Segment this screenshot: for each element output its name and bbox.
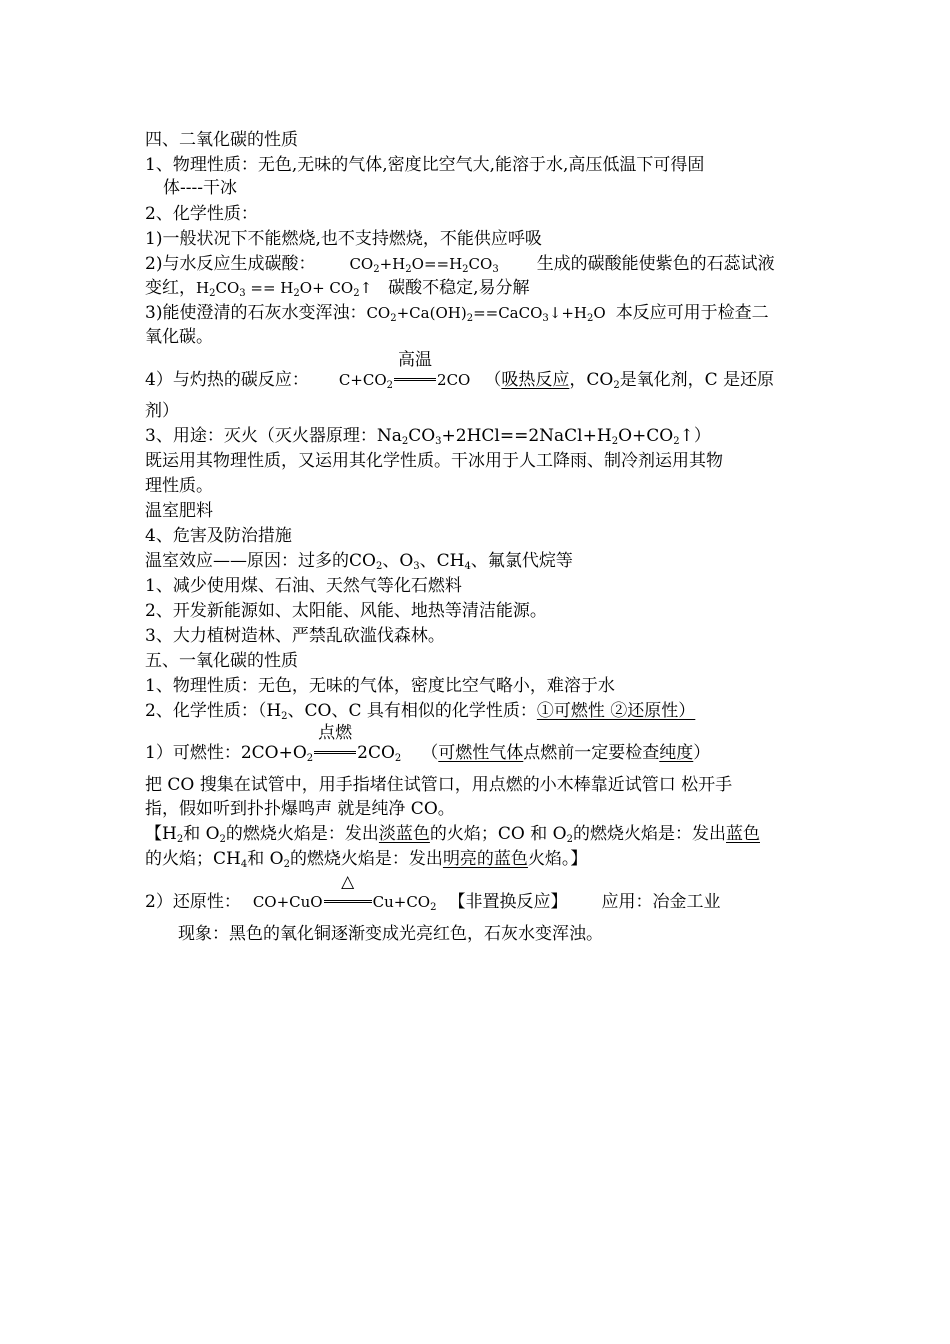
co2-greenhouse-line: 温室效应——原因：过多的$CO_2$、$O_3$、$CH_4$、氟氯代烷等 (145, 551, 573, 572)
co2-measure-3: 3、大力植树造林、严禁乱砍滥伐森林。 (145, 626, 445, 646)
equation-carbon-reaction: $C+CO_2$ 高温 2CO (338, 350, 471, 391)
text: 生成的碳酸能使紫色的石蕊试液 (536, 254, 775, 274)
underlined-blue: 蓝色 (726, 824, 760, 844)
co2-uses-line4: 温室肥料 (145, 501, 213, 521)
co-reduction-line: 2）还原性： CO+CuO △ $Cu+CO_2$ 【非置换反应】 应用：冶金工业 (145, 872, 721, 913)
co2-physical-line2: 体----干冰 (163, 178, 237, 198)
co2-measure-1: 1、减少使用煤、石油、天然气等化石燃料 (145, 576, 462, 596)
co2-chem-item3-line1: 3)能使澄清的石灰水变浑浊：$CO_2+Ca(OH)_2==CaCO_3↓+H_2O$ 本反应可用于检查二 (145, 303, 769, 324)
flame-colors-line1: 【$H_2$和 $O_2$的燃烧火焰是：发出淡蓝色的火焰；CO 和 $O_2$的燃烧火焰是：发出蓝色 (145, 824, 760, 845)
co2-physical-line1: 1、物理性质：无色,无味的气体,密度比空气大,能溶于水,高压低温下可得固 (145, 155, 705, 175)
section-title-co: 五、一氧化碳的性质 (145, 651, 298, 671)
underlined-properties: ①可燃性 ②还原性） (536, 701, 696, 721)
section-title-co2: 四、二氧化碳的性质 (145, 130, 298, 150)
co2-chem-item2-line1 (145, 253, 775, 275)
flame-colors-line2: 的火焰；$CH_4$和 $O_2$的燃烧火焰是：发出明亮的蓝色火焰。】 (145, 849, 588, 870)
co-reduction-observation: 现象：黑色的氧化铜逐渐变成光亮红色，石灰水变浑浊。 (178, 924, 603, 944)
co2-chem-item3-line2: 氧化碳。 (145, 327, 213, 347)
co-chemical-line: 2、化学性质：（$H_2$、CO、C 具有相似的化学性质：①可燃性 ②还原性） (145, 701, 696, 722)
co2-chem-item2-line2: 变红，$H_2CO_3 == H_2O+$ $CO_2↑$ 碳酸不稳定,易分解 (145, 278, 530, 299)
co-purity-test-line2: 指，假如听到扑扑爆鸣声 就是纯净 CO。 (145, 799, 455, 819)
co2-chem-item1: 1)一般状况下不能燃烧,也不支持燃烧，不能供应呼吸 (145, 229, 542, 249)
co2-measure-2: 2、开发新能源如、太阳能、风能、地热等清洁能源。 (145, 601, 547, 621)
underlined-pale-blue: 淡蓝色 (378, 824, 430, 844)
co-physical-line: 1、物理性质：无色，无味的气体，密度比空气略小，难溶于水 (145, 676, 615, 696)
co-purity-test-line1: 把 CO 搜集在试管中，用手指堵住试管口，用点燃的小木棒靠近试管口 松开手 (145, 775, 733, 795)
underlined-purity: 纯度 (659, 743, 694, 763)
underlined-bright-blue: 明亮的蓝色 (442, 849, 528, 869)
condition-heat: △ (324, 891, 372, 913)
equation-limewater: $CO_2+Ca(OH)_2==CaCO_3↓+H_2O$ (366, 304, 606, 324)
condition-ignite: 点燃 (314, 742, 356, 764)
equation-co-cuo: CO+CuO △ $Cu+CO_2$ (252, 872, 437, 913)
co2-chem-item4-line2: 剂） (145, 401, 179, 421)
underlined-flammable-gas: 可燃性气体 (438, 743, 524, 763)
co2-chemical-heading: 2、化学性质： (145, 204, 258, 224)
equation-co2-water: $CO_2+H_2O==H_2CO_3$ (349, 255, 499, 275)
co2-uses-line3: 理性质。 (145, 476, 213, 496)
text: 2)与水反应生成碳酸： (145, 254, 316, 274)
condition-high-temp: 高温 (394, 369, 436, 391)
co2-chem-item4-line1: 4）与灼热的碳反应： $C+CO_2$ 高温 2CO （吸热反应，$CO_2$是氧化剂，C 是还原 (145, 350, 775, 391)
co-combustion-line: 1）可燃性：$2CO+O_2$ 点燃 $2CO_2$ （可燃性气体点燃前一定要检查纯度） (145, 723, 711, 764)
underlined-endothermic: 吸热反应 (501, 370, 570, 390)
co2-uses-line2: 既运用其物理性质，又运用其化学性质。干冰用于人工降雨、制冷剂运用其物 (145, 451, 723, 471)
co2-harm-heading: 4、危害及防治措施 (145, 526, 292, 546)
co2-uses-line1: 3、用途：灭火（灭火器原理：$Na_2CO_3+2HCl==2NaCl+H_2O+CO_2↑$） (145, 426, 711, 447)
equation-carbonic-decomp: $H_2CO_3 == H_2O+$ $CO_2↑$ (196, 279, 373, 299)
